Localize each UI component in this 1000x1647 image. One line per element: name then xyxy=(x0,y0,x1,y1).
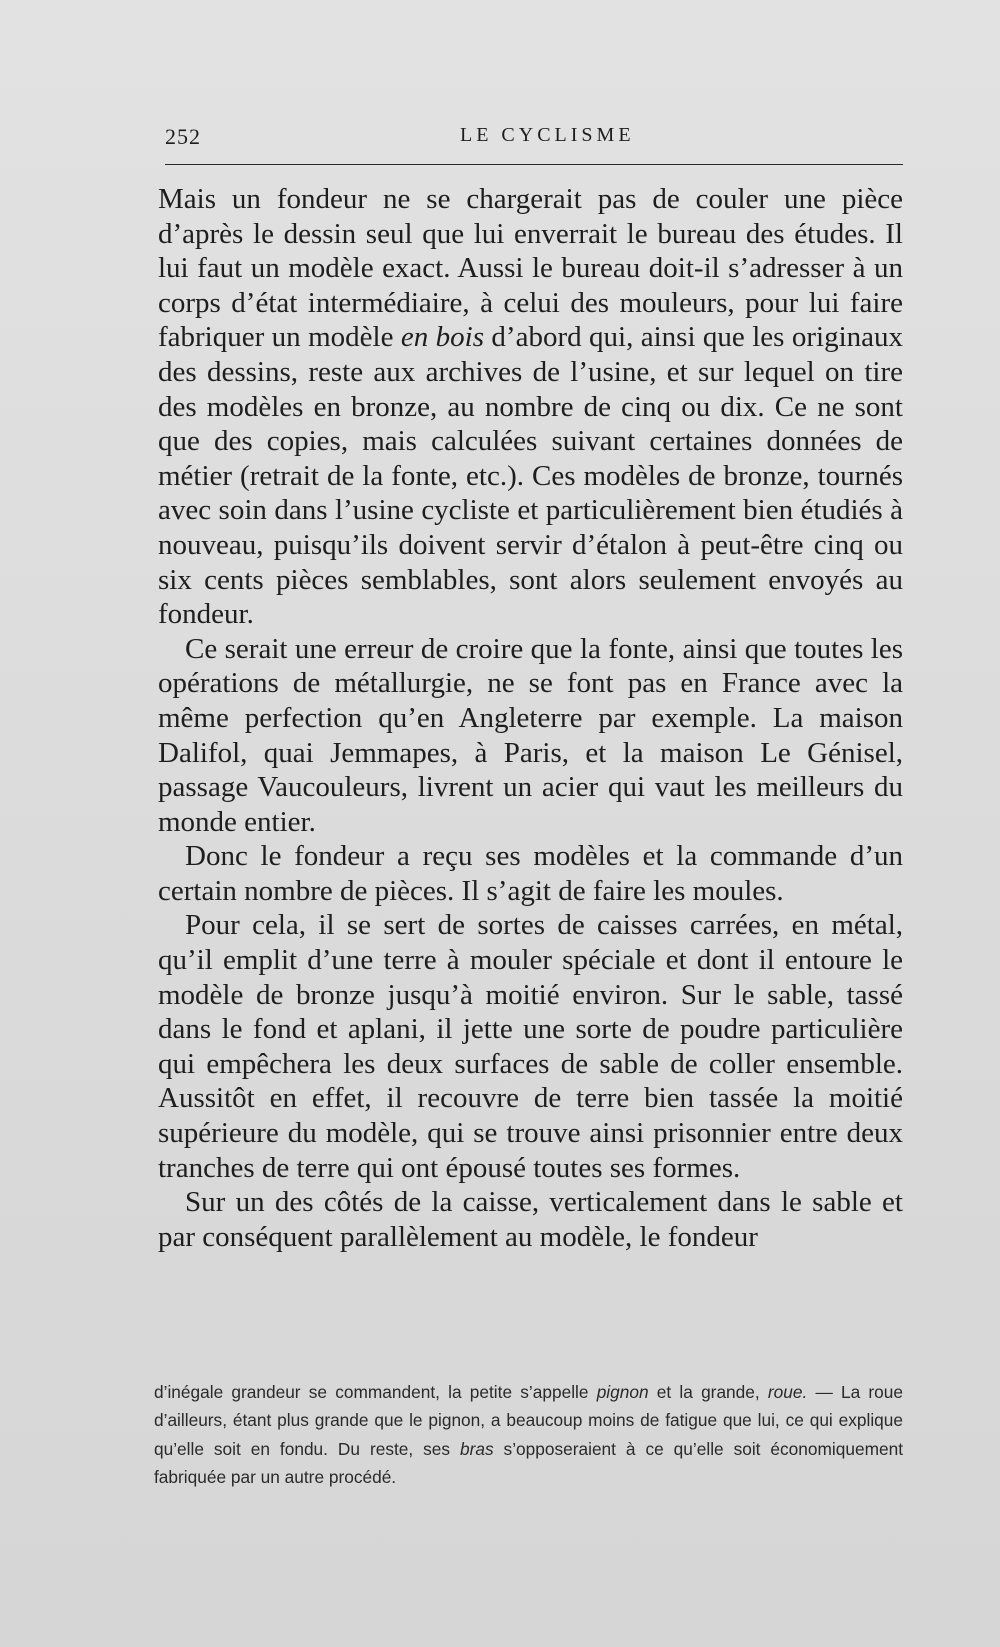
paragraph xyxy=(158,632,903,840)
text-segment: d’inégale grandeur se commandent, la petite s’appelle xyxy=(154,1382,597,1402)
italic-text: roue. xyxy=(767,1382,808,1402)
text-segment: Ce serait une erreur de croire que la fonte, ainsi que toutes les opérations de métallurgie, ne se font pas en France avec la même perfection qu’en Angleterre par exemple. La maison Dalifol, quai Jemmapes, à Paris, et la maison Le Génisel, passage Vaucouleurs, livrent un acier qui vaut les meilleurs du monde entier. xyxy=(158,632,903,838)
italic-text: pignon xyxy=(596,1382,649,1402)
text-segment: Sur un des côtés de la caisse, verticalement dans le sable et par conséquent parallèlement au modèle, le fondeur xyxy=(158,1186,903,1253)
text-segment: s’opposeraient à ce qu’elle soit économiquement fabriquée par un autre procédé. xyxy=(154,1438,904,1487)
main-text xyxy=(158,182,903,1254)
paragraph xyxy=(158,908,903,1185)
header-rule xyxy=(165,164,903,165)
paragraph xyxy=(158,1185,903,1254)
page-number: 252 xyxy=(165,124,201,149)
paragraph xyxy=(158,839,903,908)
text-segment: Mais un fondeur ne se chargerait pas de couler une pièce d’après le dessin seul que lui enverrait le bureau des études. Il lui faut un modèle exact. Aussi le bureau doit-il s’adresser à un corps d’état intermédiaire, à celui des mouleurs, pour lui faire fabriquer un modèle xyxy=(158,183,903,354)
italic-text: bras xyxy=(459,1438,494,1459)
footnote-paragraph xyxy=(154,1378,903,1491)
text-segment: et la grande, xyxy=(648,1382,768,1402)
text-segment: — La roue d’ailleurs, étant plus grande que le pignon, a beaucoup moins de fatigue que lui, ce qui explique qu’elle soit en fondu. Du reste, ses xyxy=(154,1382,903,1459)
text-segment: Donc le fondeur a reçu ses modèles et la commande d’un certain nombre de pièces. Il s’agit de faire les moules. xyxy=(158,840,903,907)
running-title: LE CYCLISME xyxy=(460,124,635,146)
text-segment: d’abord qui, ainsi que les originaux des dessins, reste aux archives de l’usine, et sur lequel on tire des modèles en bronze, au nombre de cinq ou dix. Ce ne sont que des copies, mais calculées suivant certaines données de métier (retrait de la fonte, etc.). Ces modèles de bronze, tournés avec soin dans l’usine cycliste et particulièrement bien étudiés à nouveau, puisqu’ils doivent servir d’étalon à peut-être cinq ou six cents pièces semblables, sont alors seulement envoyés au fondeur. xyxy=(158,321,903,631)
footnote xyxy=(154,1378,903,1491)
page-header xyxy=(165,124,903,154)
italic-text: en bois xyxy=(400,321,485,354)
text-segment: Pour cela, il se sert de sortes de caisses carrées, en métal, qu’il emplit d’une terre à mouler spéciale et dont il entoure le modèle de bronze jusqu’à moitié environ. Sur le sable, tassé dans le fond et aplani, il jette une sorte de poudre particulière qui empêchera les deux surfaces de sable de coller ensemble. Aussitôt en effet, il recouvre de terre bien tassée la moitié supérieure du modèle, qui se trouve ainsi prisonnier entre deux tranches de terre qui ont épousé toutes ses formes. xyxy=(158,909,903,1184)
paragraph xyxy=(158,182,903,632)
